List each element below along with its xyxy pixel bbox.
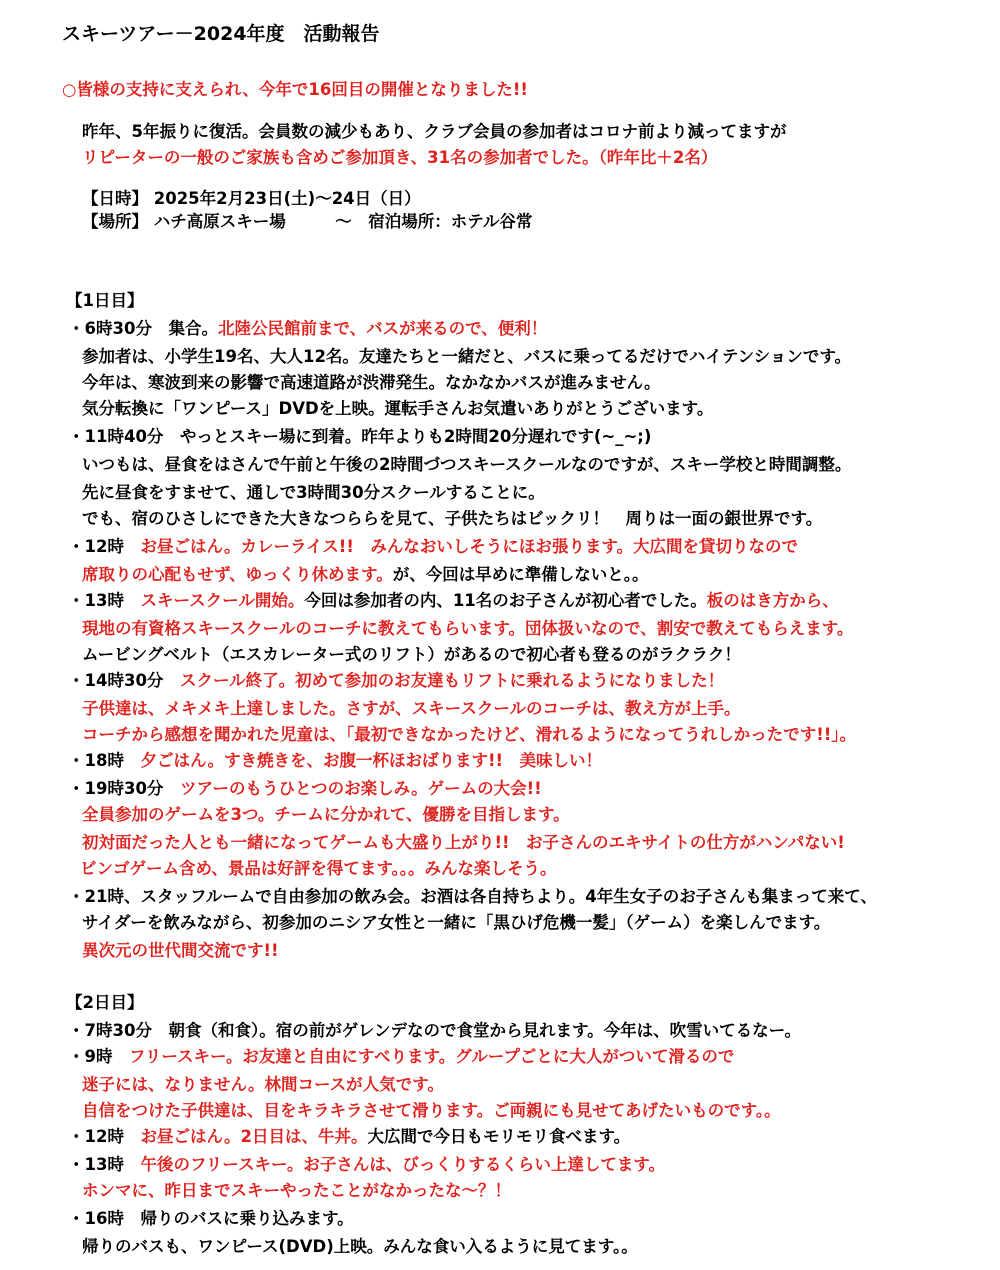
day1-item-1430-time: ・14時30分 [68,671,180,690]
day1-item-1800-note: 夕ごはん。すき焼きを、お腹一杯ほおばります!! 美味しい！ [140,751,603,770]
day1-line: 気分転換に「ワンピース」DVDを上映。運転手さんお気遣いありがとうございます。 [82,399,714,418]
day1-line: コーチから感想を聞かれた児童は、「最初できなかったけど、滑れるようになってうれしかったです!!」。 [82,725,857,744]
intro-line-2: リピーターの一般のご家族も含めご参加頂き、31名の参加者でした。（昨年比＋2名） [82,148,718,167]
day1-line-black: が、今回は早めに準備しないと。。 [392,565,649,584]
day2-item-1200-detail: 大広間で今日もモリモリ食べます。 [367,1127,631,1146]
day1-line: でも、宿のひさしにできた大きなつららを見て、子供たちはビックリ！ 周りは一面の銀世界です。 [82,509,823,528]
day2-heading: 【2日目】 [66,993,144,1012]
day1-item-1800-time: ・18時 [68,751,141,770]
day2-item-0900-note: フリースキー。お友達と自由にすべります。グループごとに大人がついて滑るので [128,1047,735,1066]
day2-item-1200 [68,1127,630,1147]
day2-item-1300-time: ・13時 [68,1155,141,1174]
day1-line: ムービングベルト（エスカレーター式のリフト）があるので初心者も登るのがラクラク！ [82,645,741,664]
day1-line: 全員参加のゲームを3つ。チームに分かれて、優勝を目指します。 [82,805,570,824]
day2-item-0730: ・7時30分 朝食（和食）。宿の前がゲレンデなので食堂から見れます。今年は、吹雪いてるなー。 [68,1021,801,1040]
day1-line: 現地の有資格スキースクールのコーチに教えてもらいます。団体扱いなので、割安で教えてもらえます。 [82,619,854,638]
day1-item-1300 [68,591,839,611]
info-place: 【場所】 ハチ高原スキー場 ～ 宿泊場所：ホテル谷常 [82,212,533,231]
info-date: 【日時】 2025年2月23日(土)～24日（日） [82,189,421,208]
day2-item-1200-time: ・12時 [68,1127,141,1146]
day1-item-1930 [68,779,542,799]
day2-item-1300 [68,1155,665,1175]
day2-item-1600: ・16時 帰りのバスに乗り込みます。 [68,1209,354,1228]
day1-line-red: 席取りの心配もせず、ゆっくり休めます。 [82,565,393,584]
day1-line: 初対面だった人とも一緒になってゲームも大盛り上がり!! お子さんのエキサイトの仕方がハンパない! [82,833,845,852]
day1-item-0630 [68,319,547,339]
day1-item-0630-time: ・6時30分 集合。 [68,319,218,338]
day1-line: サイダーを飲みながら、初参加のニシア女性と一緒に「黒ひげ危機一髪」（ゲーム）を楽しんでます。 [82,913,831,932]
day1-item-1930-time: ・19時30分 [68,779,180,798]
intro-line-1: 昨年、5年振りに復活。会員数の減少もあり、クラブ会員の参加者はコロナ前より減ってますが [82,122,787,141]
day1-item-2100: ・21時、スタッフルームで自由参加の飲み会。お酒は各自持ちより。4年生女子のお子さんも集まって来て、 [68,887,877,906]
day1-line: ビンゴゲーム含め、景品は好評を得てます。。。みんな楽しそう。 [80,859,557,878]
day1-item-1200 [68,537,798,557]
day1-item-1140: ・11時40分 やっとスキー場に到着。昨年よりも2時間20分遅れです(~_~;) [68,427,652,446]
day2-line: ホンマに、昨日までスキーやったことがなかったな～？！ [82,1181,511,1200]
day1-line: 異次元の世代間交流です!! [82,941,279,960]
day1-line: いつもは、昼食をはさんで午前と午後の2時間づつスキースクールなのですが、スキー学校と時間調整。 [82,455,852,474]
day2-line: 帰りのバスも、ワンピース(DVD)上映。みんな食い入るように見てます。。 [82,1237,638,1256]
day1-item-1300-time: ・13時 [68,591,141,610]
day2-line: 迷子には、なりません。林間コースが人気です。 [82,1075,444,1094]
day1-item-1200-note: お昼ごはん。カレーライス!! みんなおいしそうにほお張ります。大広間を貸切りなので [140,537,799,556]
day1-line: 先に昼食をすませて、通しで3時間30分スクールすることに。 [82,483,545,502]
day1-item-1430 [68,671,724,691]
day2-item-1300-note: 午後のフリースキー。お子さんは、びっくりするくらい上達してます。 [140,1155,666,1174]
day2-item-1200-note: お昼ごはん。2日目は、牛丼。 [140,1127,368,1146]
day1-line: 子供達は、メキメキ上達しました。さすが、スキースクールのコーチは、教え方が上手。 [82,699,741,718]
headline: ○皆様の支持に支えられ、今年で16回目の開催となりました!! [62,80,528,99]
day1-line: 今年は、寒波到来の影響で高速道路が渋滞発生。なかなかバスが進みません。 [82,373,661,392]
day2-item-0900-time: ・9時 [68,1047,129,1066]
day2-line: 自信をつけた子供達は、目をキラキラさせて滑ります。ご両親にも見せてあげたいものです。。 [82,1101,781,1120]
day1-item-0630-note: 北陸公民館前まで、バスが来るので、便利！ [217,319,548,338]
day1-item-1300-note: スキースクール開始。 [140,591,305,610]
day1-item-1200-time: ・12時 [68,537,141,556]
day1-heading: 【1日目】 [66,291,144,310]
report-title: スキーツアー－2024年度 活動報告 [62,23,380,45]
day1-line: 参加者は、小学生19名、大人12名。友達たちと一緒だと、バスに乗ってるだけでハイテンションです。 [82,347,852,366]
day1-item-1300-tail: 板のはき方から、 [706,591,839,610]
day1-line [82,565,648,585]
day1-item-1430-note: スクール終了。初めて参加のお友達もリフトに乗れるようになりました！ [179,671,725,690]
day1-item-1300-detail: 今回は参加者の内、11名のお子さんが初心者でした。 [304,591,707,610]
day1-item-1800 [68,751,602,771]
day1-item-1930-note: ツアーのもうひとつのお楽しみ。ゲームの大会!! [179,779,542,798]
day2-item-0900 [68,1047,734,1067]
